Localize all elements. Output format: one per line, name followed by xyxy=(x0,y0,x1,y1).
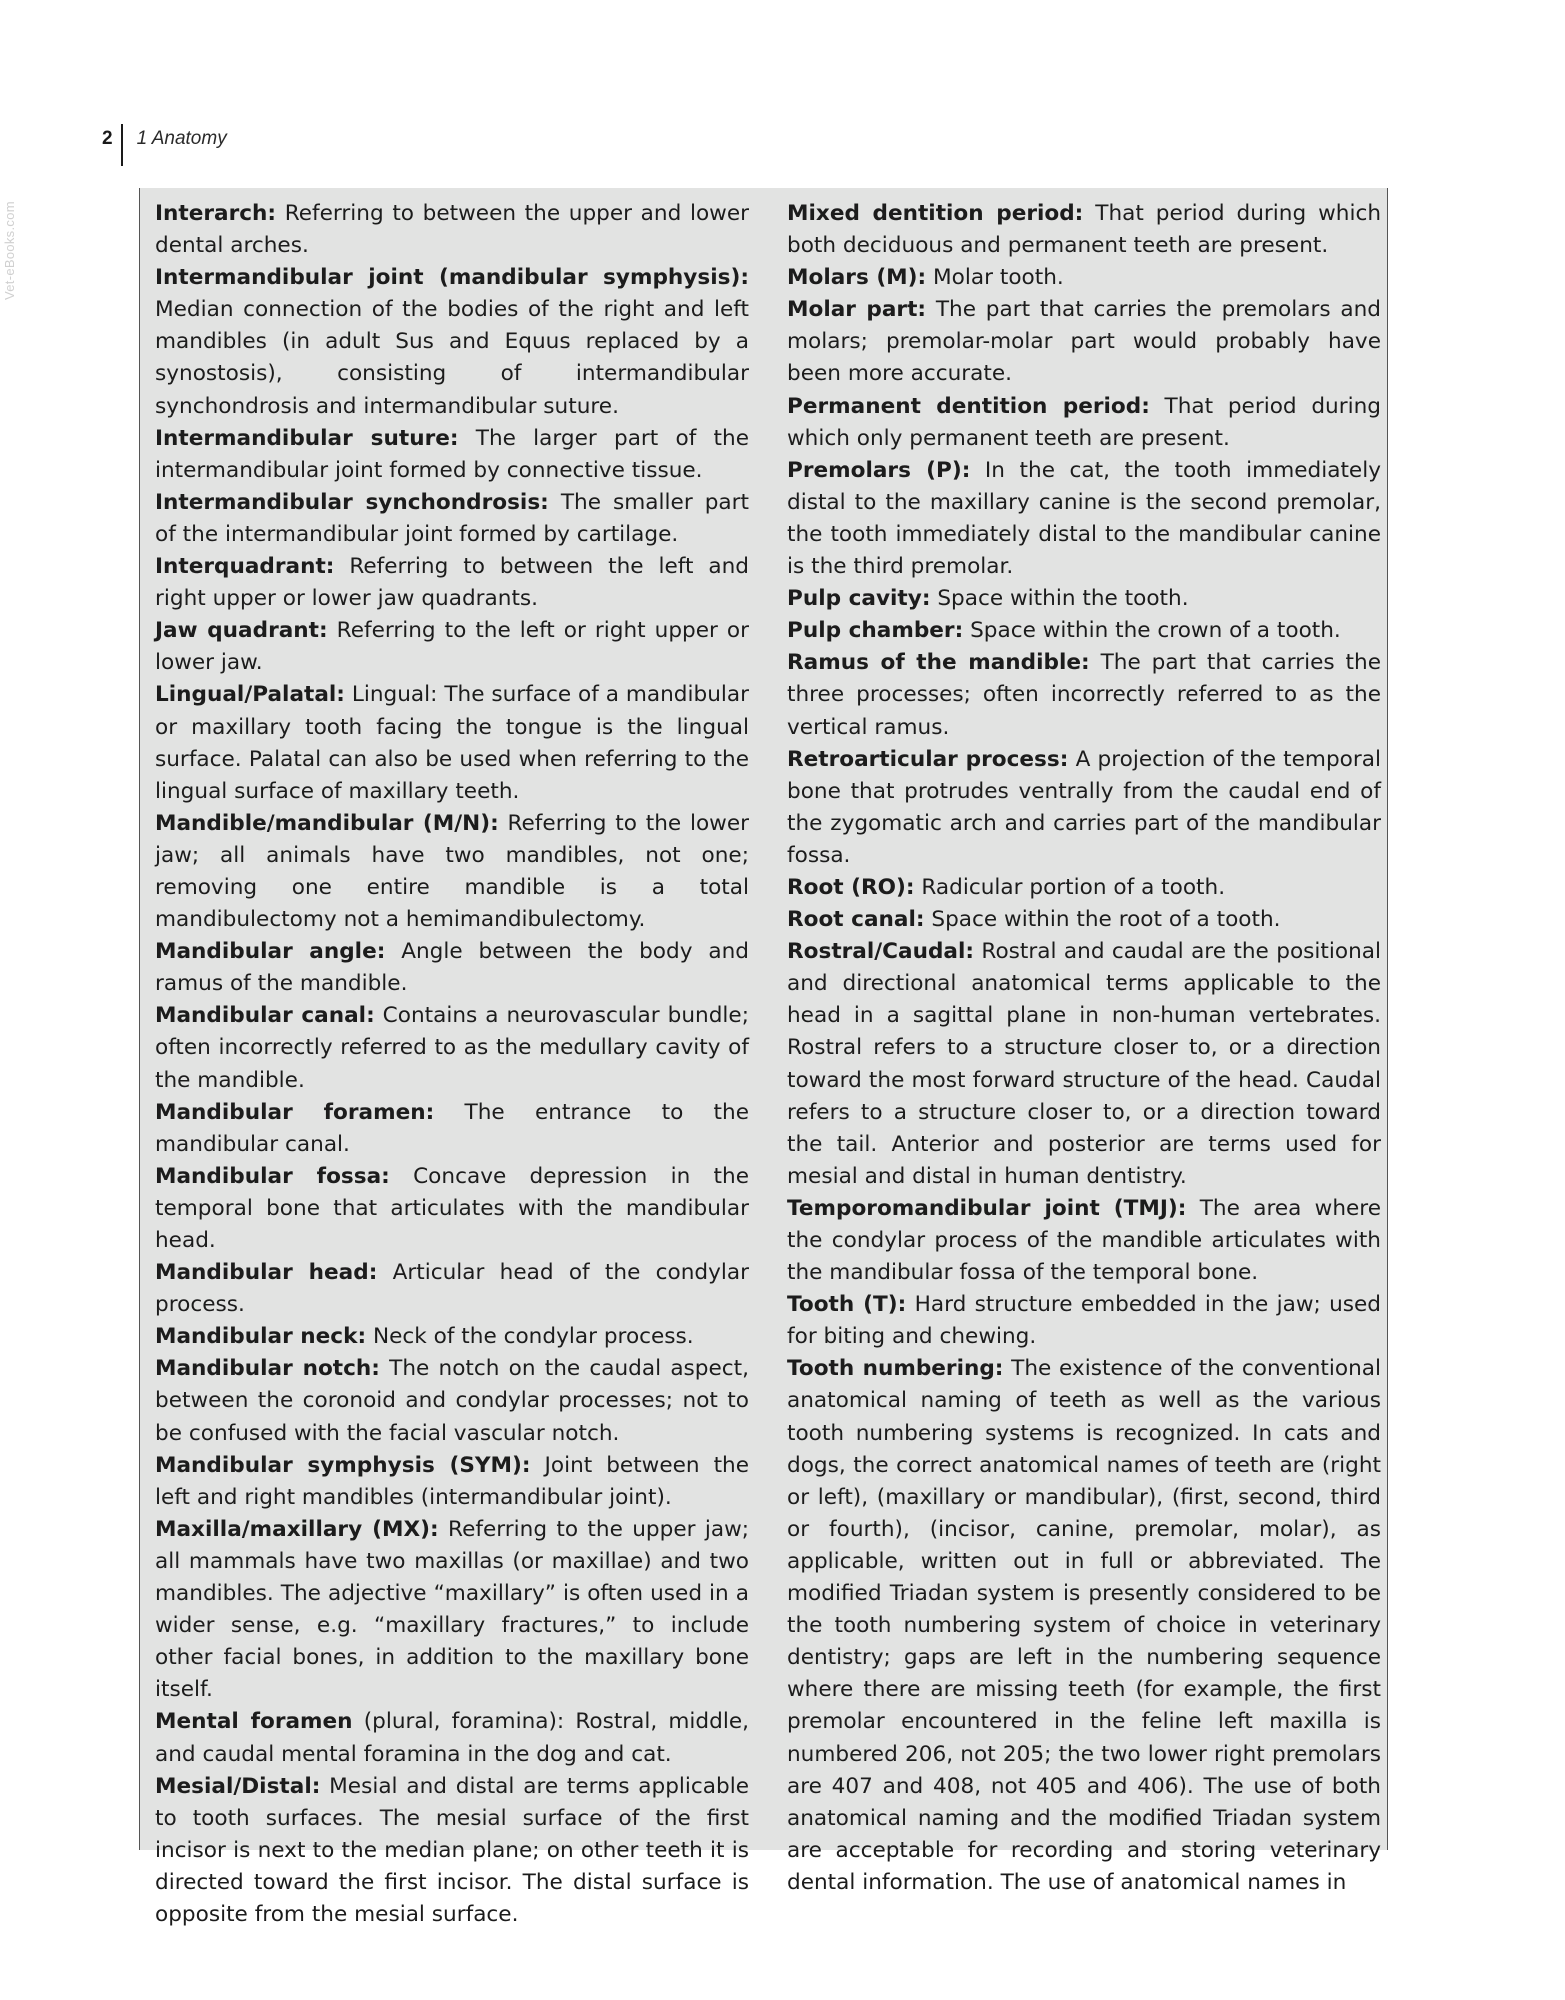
glossary-term: Mesial/Distal: xyxy=(155,1773,321,1799)
glossary-term: Mandibular canal: xyxy=(155,1003,375,1029)
glossary-definition: That period during which only permanent teeth are present. xyxy=(787,393,1381,451)
glossary-term: Temporomandibular joint (TMJ): xyxy=(787,1195,1187,1221)
glossary-definition: Space within the root of a tooth. xyxy=(924,907,1281,933)
glossary-definition: Articular head of the condylar process. xyxy=(155,1260,749,1318)
glossary-entry xyxy=(155,1353,749,1449)
glossary-term: Interquadrant: xyxy=(155,554,335,580)
glossary-term: Permanent dentition period: xyxy=(787,393,1150,419)
glossary-entry xyxy=(155,615,749,679)
header-divider xyxy=(121,124,123,166)
chapter-title: 1 Anatomy xyxy=(136,128,227,149)
glossary-definition: Contains a neurovascular bundle; often incorrectly referred to as the medullary cavity of the mandible. xyxy=(155,1003,749,1093)
glossary-column-left xyxy=(155,198,749,1931)
glossary-term: Premolars (P): xyxy=(787,457,971,483)
glossary-entry xyxy=(787,904,1381,936)
glossary-box xyxy=(139,188,1388,1927)
glossary-term: Mandibular symphysis (SYM): xyxy=(155,1452,531,1478)
glossary-entry xyxy=(155,423,749,487)
glossary-entry xyxy=(155,1771,749,1931)
glossary-definition: The entrance to the mandibular canal. xyxy=(155,1099,749,1157)
glossary-entry xyxy=(787,872,1381,904)
glossary-definition: The smaller part of the intermandibular joint formed by cartilage. xyxy=(155,489,750,547)
glossary-definition: That period during which both deciduous and permanent teeth are present. xyxy=(787,201,1382,259)
page-number: 2 xyxy=(102,128,113,149)
glossary-entry xyxy=(155,808,749,936)
glossary-term: Retroarticular process: xyxy=(787,746,1069,772)
watermark: Vet-eBooks.com xyxy=(2,201,17,300)
glossary-term: Interarch: xyxy=(155,201,277,226)
glossary-definition: Angle between the body and ramus of the mandible. xyxy=(155,939,749,997)
glossary-term: Jaw quadrant: xyxy=(155,618,328,644)
glossary-definition: Space within the crown of a tooth. xyxy=(963,618,1341,644)
glossary-definition: Referring to the left or right upper or lower jaw. xyxy=(155,618,750,676)
glossary-entry xyxy=(787,294,1381,390)
glossary-term: Mental foramen xyxy=(155,1709,353,1735)
glossary-entry xyxy=(155,487,749,551)
glossary-term: Mandibular head: xyxy=(155,1260,378,1286)
glossary-entry xyxy=(787,615,1381,647)
glossary-entry xyxy=(787,1353,1381,1899)
glossary-entry xyxy=(155,198,749,262)
glossary-definition: Referring to the lower jaw; all animals have two mandibles, not one; removing one entire mandible is a total mandibulectomy not a hemimandibulectomy. xyxy=(155,810,749,933)
glossary-entry xyxy=(787,262,1381,294)
glossary-term: Mandible/mandibular (M/N): xyxy=(155,810,499,836)
glossary-definition: The larger part of the intermandibular joint formed by connective tissue. xyxy=(155,425,749,483)
glossary-definition: Mesial and distal are terms applicable to tooth surfaces. The mesial surface of the first incisor is next to the median plane; on other teeth it is directed toward the first incisor. The distal surface is opposite from the mesial surface. xyxy=(155,1773,749,1927)
glossary-entry xyxy=(155,1000,749,1096)
glossary-definition: Median connection of the bodies of the right and left mandibles (in adult Sus and Equus replaced by a synostosis), consisting of intermandibular synchondrosis and intermandibular suture. xyxy=(155,297,749,419)
glossary-term: Tooth numbering: xyxy=(787,1356,1004,1382)
glossary-entry xyxy=(787,198,1381,262)
glossary-entry xyxy=(787,1289,1381,1353)
glossary-definition: The existence of the conventional anatomical naming of teeth as well as the various tooth numbering systems is recognized. In cats and dogs, the correct anatomical names of teeth are (right or left), (maxillary or mandibular), (first, second, third or fourth), (incisor, canine, premolar, molar), as applicable, written out in full or abbreviated. The modified Triadan system is presently considered to be the tooth numbering system of choice in veterinary dentistry; gaps are left in the numbering sequence where there are missing teeth (for example, the first premolar encountered in the feline left maxilla is numbered 206, not 205; the two lower right premolars are 407 and 408, not 405 and 406). The use of both anatomical naming and the modified Triadan system are acceptable for recording and storing veterinary dental information. The use of anatomical names in xyxy=(787,1356,1381,1895)
glossary-term: Intermandibular suture: xyxy=(155,425,459,451)
glossary-entry xyxy=(787,1193,1381,1289)
glossary-column-right xyxy=(787,198,1381,1899)
glossary-entry xyxy=(787,455,1381,583)
glossary-definition: The part that carries the three processes; often incorrectly referred to as the vertical ramus. xyxy=(787,650,1381,740)
glossary-definition: (plural, foramina): Rostral, middle, and caudal mental foramina in the dog and cat. xyxy=(155,1709,749,1767)
glossary-definition: Lingual: The surface of a mandibular or maxillary tooth facing the tongue is the lingual surface. Palatal can also be used when referring to the lingual surface of maxillary teeth. xyxy=(155,682,749,804)
glossary-entry xyxy=(155,551,749,615)
glossary-term: Maxilla/maxillary (MX): xyxy=(155,1516,439,1542)
glossary-definition: The part that carries the premolars and molars; premolar-molar part would probably have been more accurate. xyxy=(787,297,1381,387)
glossary-term: Tooth (T): xyxy=(787,1292,907,1318)
glossary-entry xyxy=(787,936,1381,1193)
glossary-entry xyxy=(155,1450,749,1514)
glossary-entry xyxy=(155,1514,749,1707)
glossary-definition: Radicular portion of a tooth. xyxy=(914,874,1226,900)
glossary-definition: A projection of the temporal bone that protrudes ventrally from the caudal end of the zygomatic arch and carries part of the mandibular fossa. xyxy=(787,746,1381,868)
glossary-entry xyxy=(155,1097,749,1161)
glossary-term: Intermandibular joint (mandibular symphysis): xyxy=(155,265,749,291)
glossary-entry xyxy=(787,583,1381,615)
glossary-definition: Space within the tooth. xyxy=(930,586,1189,612)
glossary-definition: Concave depression in the temporal bone that articulates with the mandibular head. xyxy=(155,1163,749,1253)
glossary-term: Lingual/Palatal: xyxy=(155,682,345,708)
glossary-term: Mandibular foramen: xyxy=(155,1099,435,1125)
glossary-definition: The notch on the caudal aspect, between the coronoid and condylar processes; not to be confused with the facial vascular notch. xyxy=(155,1356,749,1446)
glossary-term: Molars (M): xyxy=(787,265,927,291)
glossary-entry xyxy=(155,679,749,807)
glossary-term: Root canal: xyxy=(787,907,925,933)
glossary-term: Rostral/Caudal: xyxy=(787,939,975,965)
glossary-definition: The area where the condylar process of the mandible articulates with the mandibular fossa of the temporal bone. xyxy=(787,1195,1381,1286)
glossary-entry xyxy=(155,936,749,1000)
glossary-term: Mixed dentition period: xyxy=(787,201,1084,226)
glossary-term: Root (RO): xyxy=(787,874,915,900)
glossary-definition: In the cat, the tooth immediately distal to the maxillary canine is the second premolar, the tooth immediately distal to the mandibular canine is the third premolar. xyxy=(787,457,1381,580)
glossary-entry xyxy=(155,1257,749,1321)
glossary-term: Mandibular notch: xyxy=(155,1356,380,1382)
glossary-definition: Molar tooth. xyxy=(926,265,1064,291)
glossary-term: Intermandibular synchondrosis: xyxy=(155,489,549,515)
glossary-term: Pulp cavity: xyxy=(787,586,931,612)
glossary-term: Molar part: xyxy=(787,297,927,323)
glossary-entry xyxy=(787,647,1381,743)
glossary-definition: Referring to between the upper and lower dental arches. xyxy=(155,201,749,259)
glossary-term: Mandibular fossa: xyxy=(155,1163,390,1189)
glossary-entry xyxy=(155,1161,749,1257)
glossary-definition: Referring to the upper jaw; all mammals have two maxillas (or maxillae) and two mandibles. The adjective “maxillary” is often used in a wider sense, e.g. “maxillary fractures,” to include other facial bones, in addition to the maxillary bone itself. xyxy=(155,1516,750,1703)
glossary-entry xyxy=(155,1321,749,1353)
glossary-definition: Joint between the left and right mandibles (intermandibular joint). xyxy=(155,1452,750,1510)
glossary-definition: Rostral and caudal are the positional and directional anatomical terms applicable to the head in a sagittal plane in non-human vertebrates. Rostral refers to a structure closer to, or a direction toward the most forward structure of the head. Caudal refers to a structure closer to, or a direction toward the tail. Anterior and posterior are terms used for mesial and distal in human dentistry. xyxy=(787,939,1381,1189)
running-head xyxy=(102,124,227,168)
glossary-entry xyxy=(155,262,749,422)
glossary-definition: Hard structure embedded in the jaw; used for biting and chewing. xyxy=(787,1292,1382,1350)
glossary-entry xyxy=(787,744,1381,872)
glossary-definition: Neck of the condylar process. xyxy=(366,1324,694,1350)
glossary-term: Pulp chamber: xyxy=(787,618,964,644)
glossary-term: Ramus of the mandible: xyxy=(787,650,1090,676)
glossary-term: Mandibular neck: xyxy=(155,1324,367,1350)
glossary-term: Mandibular angle: xyxy=(155,939,386,965)
glossary-entry xyxy=(155,1706,749,1770)
glossary-definition: Referring to between the left and right upper or lower jaw quadrants. xyxy=(155,554,749,612)
glossary-entry xyxy=(787,391,1381,455)
